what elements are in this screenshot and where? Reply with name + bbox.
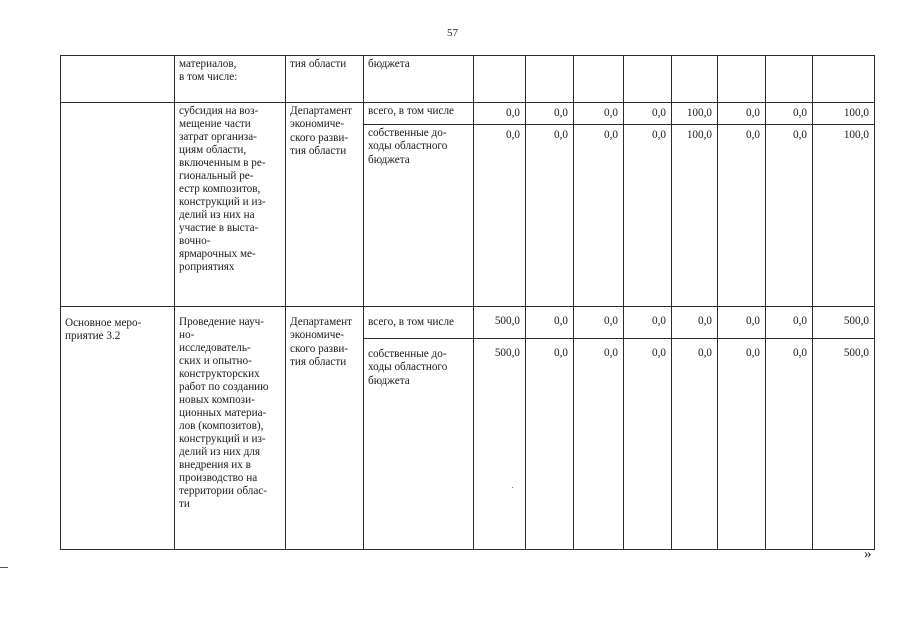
cell-description: субсидия на воз- мещение части затрат организа- циям области, включенным в ре- гиональный ре- естр композитов, конструкций и из- делий из них на участие в выста- вочно- ярмарочных ме- роприятиях <box>175 103 286 307</box>
cell-source: собственные до- ходы областного бюджета <box>364 339 474 550</box>
cell-value: 0,0 <box>672 339 718 550</box>
cell-value: 0,0 <box>718 339 766 550</box>
cell-value <box>474 56 526 103</box>
cell-value: 0,0 <box>766 339 813 550</box>
cell-value: 0,0 <box>474 125 526 307</box>
cell-description: материалов, в том числе: <box>175 56 286 103</box>
cell-value: 0,0 <box>574 339 624 550</box>
cell-value: 0,0 <box>766 307 813 339</box>
cell-value: 0,0 <box>574 125 624 307</box>
cell-measure <box>61 56 175 103</box>
cell-executor: Департамент экономиче- ского разви- тия области <box>286 103 364 307</box>
margin-mark <box>0 567 8 568</box>
cell-value: 0,0 <box>766 125 813 307</box>
cell-source: бюджета <box>364 56 474 103</box>
cell-measure <box>61 103 175 307</box>
cell-value: 0,0 <box>672 307 718 339</box>
cell-value <box>766 56 813 103</box>
cell-source: собственные до- ходы областного бюджета <box>364 125 474 307</box>
cell-value: 0,0 <box>624 307 672 339</box>
cell-description: Проведение науч- но- исследователь- ских и опытно- конструкторских работ по созданию новых компози- ционных материа- лов (композитов), конструкций и из- делий из них для внедрения их в производство на территории облас- ти <box>175 307 286 550</box>
cell-value: 500,0 <box>474 307 526 339</box>
cell-value: 100,0 <box>813 125 875 307</box>
cell-value <box>672 56 718 103</box>
cell-value: 0,0 <box>526 125 574 307</box>
cell-value <box>574 56 624 103</box>
cell-value <box>624 56 672 103</box>
cell-source: всего, в том числе <box>364 103 474 125</box>
scan-speck <box>512 487 513 488</box>
cell-value: 500,0 <box>813 339 875 550</box>
table-row-continuation <box>61 56 875 103</box>
cell-value: 0,0 <box>766 103 813 125</box>
cell-value: 0,0 <box>718 103 766 125</box>
cell-value: 100,0 <box>672 125 718 307</box>
budget-table <box>60 55 875 550</box>
cell-measure: Основное меро- приятие 3.2 <box>61 307 175 550</box>
cell-value: 500,0 <box>474 339 526 550</box>
cell-value: 0,0 <box>526 307 574 339</box>
cell-value: 0,0 <box>624 339 672 550</box>
cell-value: 0,0 <box>718 125 766 307</box>
cell-value <box>813 56 875 103</box>
cell-value <box>526 56 574 103</box>
continuation-mark: » <box>864 546 872 562</box>
cell-value: 0,0 <box>718 307 766 339</box>
cell-value: 0,0 <box>474 103 526 125</box>
cell-executor: Департамент экономиче- ского разви- тия области <box>286 307 364 550</box>
page-number: 57 <box>447 27 458 39</box>
cell-value: 0,0 <box>574 307 624 339</box>
cell-value: 500,0 <box>813 307 875 339</box>
table-row-subsidy-total <box>61 103 875 125</box>
cell-value: 0,0 <box>624 103 672 125</box>
cell-value: 0,0 <box>526 339 574 550</box>
cell-executor: тия области <box>286 56 364 103</box>
cell-value: 0,0 <box>624 125 672 307</box>
cell-value: 0,0 <box>526 103 574 125</box>
table-row-event-total <box>61 307 875 339</box>
cell-source: всего, в том числе <box>364 307 474 339</box>
cell-value: 100,0 <box>672 103 718 125</box>
cell-value <box>718 56 766 103</box>
cell-value: 0,0 <box>574 103 624 125</box>
cell-value: 100,0 <box>813 103 875 125</box>
